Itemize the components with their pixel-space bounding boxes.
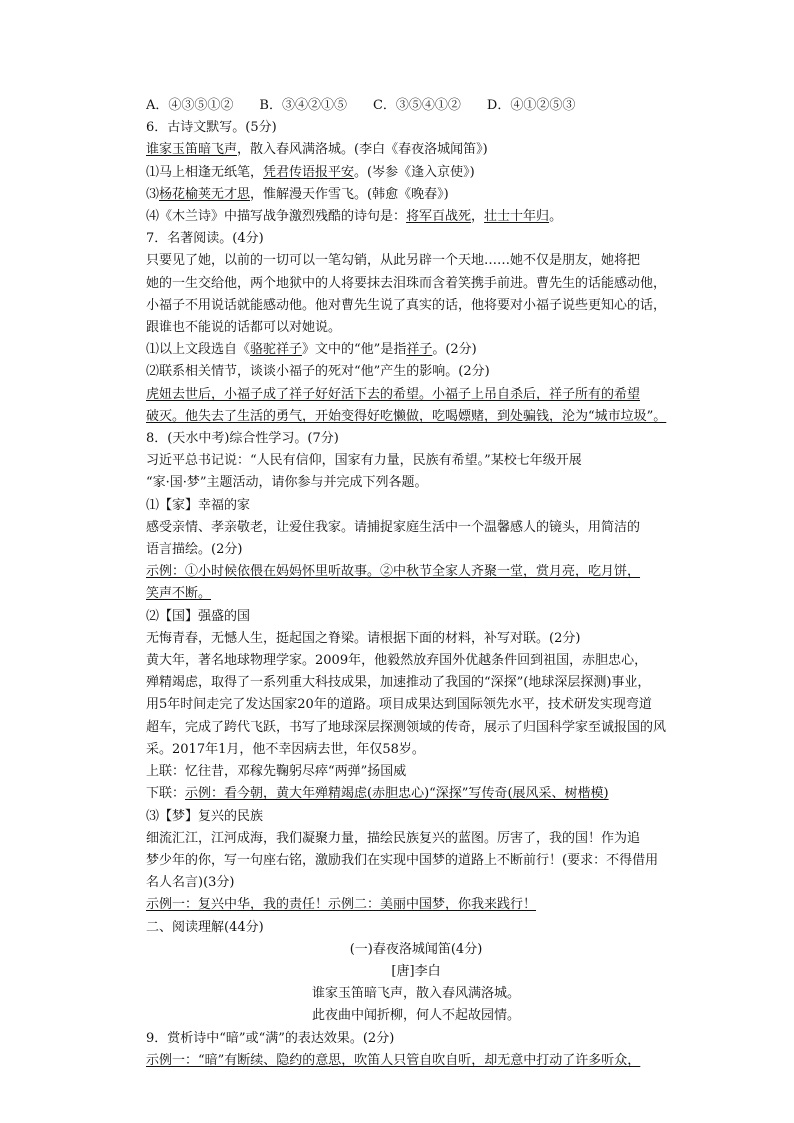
q7-para-line: 她的一生交给他，两个地狱中的人将要抹去泪珠而含着笑携手前进。曹先生的话能感动他， [146,275,667,291]
q8-material-line: 殚精竭虑，取得了一系列重大科技成果，加速推动了我国的“深探”(地球深层探测)事业， [146,675,651,691]
q6-line2-text: 。(岑参《逢入京使》) [354,164,475,180]
q8-material-line: 采。2017年1月，他不幸因病去世，年仅58岁。 [146,741,425,757]
q6-line3-prefix: ⑶ [146,186,160,202]
q8-couplet-upper: 上联：忆往昔，邓稼先鞠躬尽瘁“两弹”扬国威 [146,764,407,780]
q7-sub1-mid: 》文中的“他”是指 [302,342,407,358]
q8-part3-heading: ⑶【梦】复兴的民族 [146,808,264,824]
q9-title: 9．赏析诗中“暗”或“满”的表达效果。(2分) [146,1030,395,1046]
q6-line4-comma: ， [471,209,485,225]
option-d: D．④①②⑤③ [486,98,576,113]
q8-intro-line: 习近平总书记说：“人民有信仰，国家有力量，民族有希望。”某校七年级开展 [146,453,582,469]
q8-part1-answer: 示例：①小时候依偎在妈妈怀里听故事。②中秋节全家人齐聚一堂，赏月亮，吃月饼， [146,564,641,580]
q7-sub1-end: 。(2分) [432,342,477,358]
q8-part1-heading: ⑴【家】幸福的家 [146,497,251,513]
q7-answer-person: 祥子 [406,342,433,358]
poem-line: 谁家玉笛暗飞声，散入春风满洛城。 [311,986,520,1002]
q8-intro-line: “家·国·梦”主题活动，请你参与并完成下列各题。 [146,475,428,491]
q7-sub1 [146,339,686,361]
q8-part3-text: 名人名言)(3分) [146,875,235,891]
q6-line2-prefix: ⑴马上相逢无纸笔， [146,164,264,180]
section2-title: 二、阅读理解(44分) [146,919,264,935]
q6-answer-3: 杨花榆荚无才思 [159,186,251,202]
q8-part2-text: 无悔青春，无憾人生，挺起国之脊梁。请根据下面的材料，补写对联。(2分) [146,630,581,646]
q7-answer-book: 骆驼祥子 [250,342,303,358]
q8-material-line: 超车，完成了跨代飞跃，书写了地球深层探测领域的传奇，展示了归国科学家至诚报国的风 [146,719,667,735]
q8-part3-text: 梦少年的你，写一句座右铭，激励我们在实现中国梦的道路上不断前行！(要求：不得借用 [146,852,659,868]
q6-line3-text: ，惟解漫天作雪飞。(韩愈《晚春》) [250,186,449,202]
q8-part1-answer: 笑声不断。 [146,586,212,602]
q8-part1-text: 语言描绘。(2分) [146,542,243,558]
q8-part1-text: 感受亲情、孝亲敬老，让爱住我家。请捕捉家庭生活中一个温馨感人的镜头，用简洁的 [146,519,641,535]
poem-title: (一)春夜洛城闻笛(4分) [349,941,483,957]
poem-author: [唐]李白 [391,963,441,979]
poem-line: 此夜曲中闻折柳，何人不起故园情。 [311,1008,520,1024]
q8-part2-heading: ⑵【国】强盛的国 [146,608,251,624]
q7-para-line: 只要见了她，以前的一切可以一笔勾销，从此另辟一个天地……她不仅是朋友，她将把 [146,253,641,269]
q7-para-line: 跟谁也不能说的话都可以对她说。 [146,320,342,336]
q8-part3-text: 细流汇江，江河成海，我们凝聚力量，描绘民族复兴的蓝图。厉害了，我的国！作为追 [146,830,641,846]
q8-couplet-lower [146,783,686,805]
q9-answer: 示例一：“暗”有断续、隐约的意思，吹笛人只管自吹自听，却无意中打动了许多听众， [146,1052,641,1068]
q6-line2 [146,162,686,184]
q7-answer-line: 破灭。他失去了生活的勇气，开始变得好吃懒做，吃喝嫖赌，到处骗钱，沦为“城市垃圾”。 [146,408,667,424]
q6-line4-prefix: ⑷《木兰诗》中描写战争激烈残酷的诗句是： [146,209,407,225]
answer-options [146,95,686,117]
q6-line3 [146,184,686,206]
q8-title: 8．(天水中考)综合性学习。(7分) [146,431,339,447]
q6-answer-4b: 壮士十年归 [484,209,550,225]
document-content [146,95,686,1072]
q6-line1-text: ，散入春风满洛城。(李白《春夜洛城闻笛》) [237,142,488,158]
q7-sub1-prefix: ⑴以上文段选自《 [146,342,251,358]
q7-title: 7．名著阅读。(4分) [146,231,264,247]
q8-material-line: 黄大年，著名地球物理学家。2009年，他毅然放弃国外优越条件回到祖国，赤胆忠心， [146,653,648,669]
option-a: A．④③⑤①② [146,98,234,113]
q6-answer-1: 谁家玉笛暗飞声 [146,142,238,158]
q6-title: 6．古诗文默写。(5分) [146,120,277,136]
q7-para-line: 小福子不用说话就能感动他。他对曹先生说了真实的话，他将要对小福子说些更知心的话， [146,297,667,313]
q7-sub2: ⑵联系相关情节，谈谈小福子的死对“他”产生的影响。(2分) [146,364,490,380]
q6-line4 [146,206,686,228]
q8-part3-answer: 示例一：复兴中华，我的责任！示例二：美丽中国梦，你我来践行！ [146,897,537,913]
q6-line4-end: 。 [549,209,563,225]
q8-material-line: 用5年时间走完了发达国家20年的道路。项目成果达到国际领先水平，技术研发实现弯道 [146,697,652,713]
q6-answer-4a: 将军百战死 [406,209,472,225]
q8-couplet-lower-prefix: 下联： [146,786,186,802]
q8-couplet-lower-answer: 示例：看今朝，黄大年殚精竭虑(赤胆忠心)“深探”写传奇(展风采、树楷模) [185,786,609,802]
option-c: C．③⑤④①② [372,98,461,113]
q7-answer-line: 虎妞去世后，小福子成了祥子好好活下去的希望。小福子上吊自杀后，祥子所有的希望 [146,386,641,402]
q6-answer-2: 凭君传语报平安 [263,164,355,180]
q6-line1 [146,139,686,161]
option-b: B．③④②①⑤ [259,98,347,113]
